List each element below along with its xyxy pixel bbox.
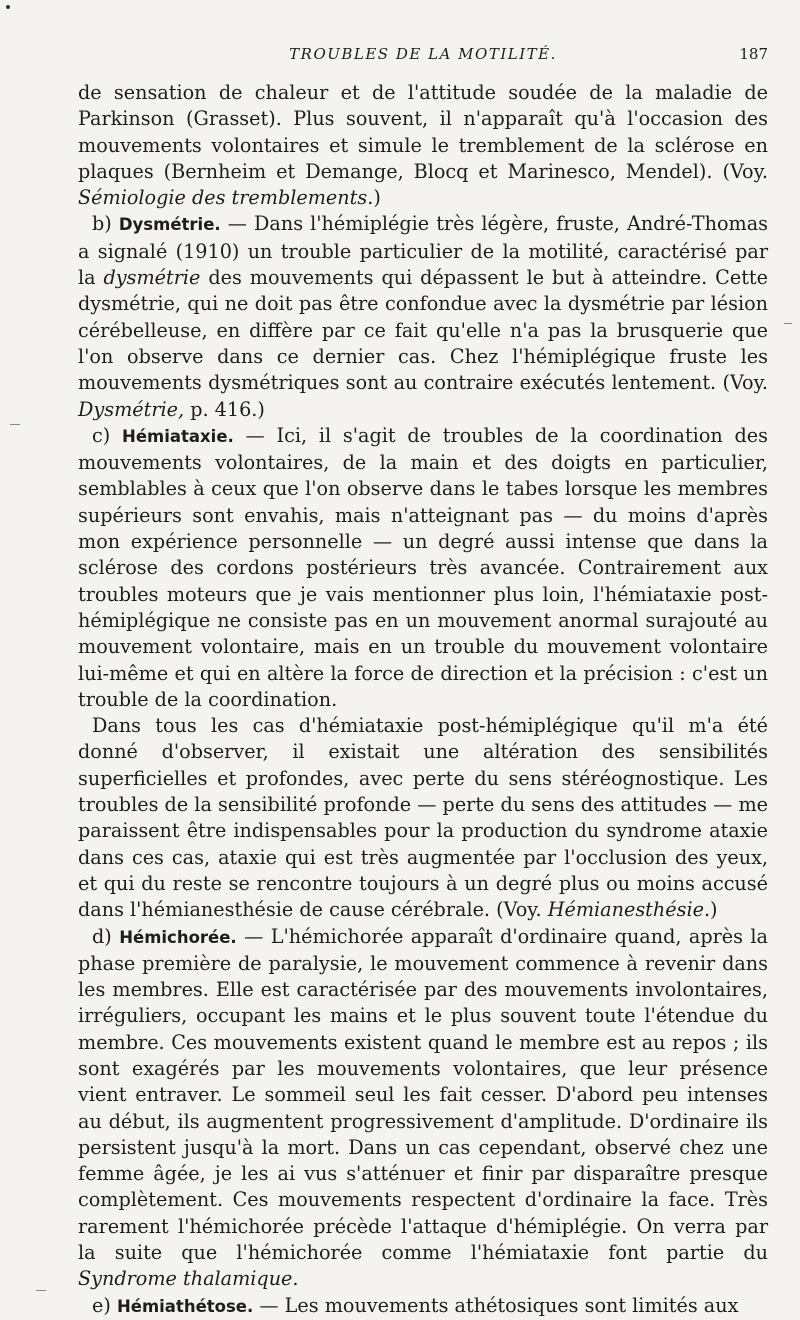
- margin-tick: [36, 1290, 46, 1291]
- body-text: [78, 80, 768, 1320]
- section-e-hemiathetose: e) Hémiathétose. — Les mouvements athétosiques sont limités aux: [92, 1293, 739, 1317]
- margin-tick: [784, 323, 792, 324]
- paragraph-hemiataxie-cases: Dans tous les cas d'hémiataxie post-hémiplégique qu'il m'a été donné d'observer, il existait une altération des sensibilités superficielles et profondes, avec perte du sens stéréognostique. Les troubles de la sensibilité profonde — perte du sens des attitudes — me paraissent être indispensables pour la production du syndrome ataxie dans ces cas, ataxie qui est très augmentée par l'occlusion des yeux, et qui du reste se rencontre toujours à un degré plus ou moins accusé dans l'hémianesthésie de cause cérébrale. (Voy. Hémianesthésie.): [78, 714, 768, 922]
- section-b-dysmetrie: b) Dysmétrie. — Dans l'hémiplégie très légère, fruste, André-Thomas a signalé (1910) un trouble particulier de la motilité, caractérisé par la dysmétrie des mouvements qui dépassent le but à atteindre. Cette dysmétrie, qui ne doit pas être confondue avec la dysmétrie par lésion cérébelleuse, en diffère par ce fait qu'elle n'a pas la brusquerie que l'on observe dans ce dernier cas. Chez l'hémiplégique fruste les mouvements dysmétriques sont au contraire exécutés lentement. (Voy. Dysmétrie, p. 416.): [78, 212, 768, 421]
- section-c-hemiataxie: c) Hémiataxie. — Ici, il s'agit de troubles de la coordination des mouvements volontaires, de la main et des doigts en particulier, semblables à ceux que l'on observe dans le tabes lorsque les membres supérieurs sont envahis, mais n'atteignant pas — du moins d'après mon expérience personnelle — un degré aussi intense que dans la sclérose des cordons postérieurs très avancée. Contrairement aux troubles moteurs que je vais mentionner plus loin, l'hémiataxie post-hémiplégique ne consiste pas en un mouvement anormal surajouté au mouvement volontaire, mais en un trouble du mouvement volontaire lui-même et qui en altère la force de direction et la précision : c'est un trouble de la coordination.: [78, 423, 768, 711]
- section-heading: Dysmétrie.: [118, 215, 221, 235]
- section-heading: Hémichorée.: [119, 927, 237, 947]
- margin-tick: [10, 424, 20, 425]
- section-heading: Hémiataxie.: [122, 426, 234, 446]
- running-title: TROUBLES DE LA MOTILITÉ.: [289, 45, 557, 63]
- page-number: 187: [739, 45, 768, 63]
- section-heading: Hémiathétose.: [116, 1296, 254, 1316]
- section-d-hemichoree: d) Hémichorée. — L'hémichorée apparaît d'ordinaire quand, après la phase première de paralysie, le mouvement commence à revenir dans les membres. Elle est caractérisée par des mouvements involontaires, irréguliers, occupant les mains et le plus souvent toute l'étendue du membre. Ces mouvements existent quand le membre est au repos ; ils sont exagérés par les mouvements volontaires, que leur présence vient entraver. Le sommeil seul les fait cesser. D'abord peu intenses au début, ils augmentent progressivement d'amplitude. D'ordinaire ils persistent jusqu'à la mort. Dans un cas cependant, observé chez une femme âgée, je les ai vus s'atténuer et finir par disparaître presque complètement. Ces mouvements respectent d'ordinaire la face. Très rarement l'hémichorée précède l'attaque d'hémiplégie. On verra par la suite que l'hémichorée comme l'hémiataxie font partie du Syndrome thalamique.: [78, 924, 768, 1291]
- paragraph-continuation: de sensation de chaleur et de l'attitude soudée de la maladie de Parkinson (Grasset). Plus souvent, il n'apparaît qu'à l'occasion des mouvements volontaires et simule le tremblement de la sclérose en plaques (Bernheim et Demange, Blocq et Marinesco, Mendel). (Voy. Sémiologie des tremblements.): [78, 81, 768, 210]
- scan-speck: [6, 5, 10, 9]
- page-header: [78, 45, 768, 71]
